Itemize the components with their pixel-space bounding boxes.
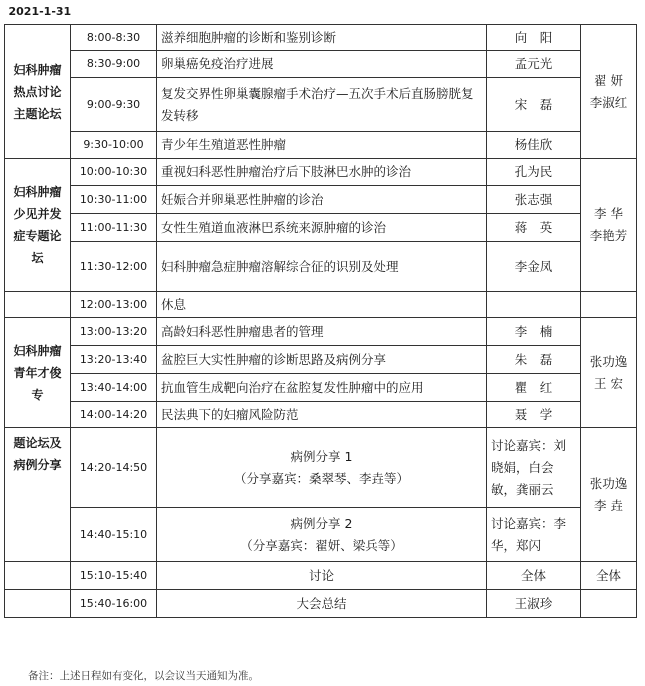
topic-cell: 高龄妇科恶性肿瘤患者的管理: [157, 318, 487, 346]
time-cell: 8:00-8:30: [71, 25, 157, 51]
schedule-date: 2021-1-31: [5, 0, 637, 25]
time-cell: 11:00-11:30: [71, 214, 157, 242]
footnote: 备注：上述日程如有变化，以会议当天通知为准。: [28, 670, 259, 682]
section-title: 妇科肿瘤少见并发症专题论坛: [5, 159, 71, 292]
empty-cell: [5, 562, 71, 590]
table-row: [5, 132, 637, 159]
table-row: [5, 428, 637, 508]
table-row: [5, 25, 637, 51]
case-topic-cell: [157, 508, 487, 562]
table-row: [5, 318, 637, 346]
time-cell: 10:30-11:00: [71, 186, 157, 214]
topic-cell: 休息: [157, 292, 487, 318]
table-row: [5, 562, 637, 590]
time-cell: 13:20-13:40: [71, 346, 157, 374]
chair-name: 翟 妍: [594, 72, 623, 88]
case-guests: （分享嘉宾：桑翠琴、李垚等）: [233, 470, 409, 486]
time-cell: 15:10-15:40: [71, 562, 157, 590]
time-cell: 9:00-9:30: [71, 78, 157, 132]
speaker-cell: 杨佳欣: [487, 132, 581, 159]
table-row: [5, 508, 637, 562]
case-title: 病例分享 1: [290, 448, 353, 464]
chair-cell: [581, 159, 637, 292]
topic-cell: 妇科肿瘤急症肿瘤溶解综合征的识别及处理: [157, 242, 487, 292]
table-row: [5, 374, 637, 402]
speaker-cell: 宋 磊: [487, 78, 581, 132]
chair-name: 李淑红: [589, 94, 628, 110]
chair-name: 李 华: [594, 206, 623, 221]
chair-name: 李 垚: [594, 497, 623, 513]
topic-cell: 大会总结: [157, 590, 487, 618]
time-cell: 11:30-12:00: [71, 242, 157, 292]
case-topic-cell: [157, 428, 487, 508]
time-cell: 13:00-13:20: [71, 318, 157, 346]
empty-cell: [5, 590, 71, 618]
chair-name: 王 宏: [594, 375, 623, 391]
time-cell: 12:00-13:00: [71, 292, 157, 318]
schedule-table: [4, 0, 637, 618]
speaker-cell: 朱 磊: [487, 346, 581, 374]
topic-cell: 青少年生殖道恶性肿瘤: [157, 132, 487, 159]
speaker-cell: 瞿 红: [487, 374, 581, 402]
table-row: [5, 159, 637, 186]
chair-cell: 全体: [581, 562, 637, 590]
chair-cell: [581, 428, 637, 562]
chair-cell: [581, 25, 637, 159]
section-title: 妇科肿瘤热点讨论主题论坛: [5, 25, 71, 159]
speaker-cell: 孟元光: [487, 51, 581, 78]
time-cell: 14:20-14:50: [71, 428, 157, 508]
chair-cell: [581, 318, 637, 428]
time-cell: 13:40-14:00: [71, 374, 157, 402]
empty-cell: [581, 590, 637, 618]
speaker-cell: 蒋 英: [487, 214, 581, 242]
topic-cell: 抗血管生成靶向治疗在盆腔复发性肿瘤中的应用: [157, 374, 487, 402]
speaker-cell: 全体: [487, 562, 581, 590]
table-row: [5, 402, 637, 428]
speaker-cell: 讨论嘉宾：刘晓娟，白会敏，龚丽云: [487, 428, 581, 508]
topic-cell: 重视妇科恶性肿瘤治疗后下肢淋巴水肿的诊治: [157, 159, 487, 186]
table-row: [5, 292, 637, 318]
topic-cell: 滋养细胞肿瘤的诊断和鉴别诊断: [157, 25, 487, 51]
table-row: [5, 51, 637, 78]
speaker-cell: 张志强: [487, 186, 581, 214]
empty-cell: [581, 292, 637, 318]
speaker-cell: 王淑珍: [487, 590, 581, 618]
time-cell: 9:30-10:00: [71, 132, 157, 159]
table-row: [5, 346, 637, 374]
case-guests: （分享嘉宾：翟妍、梁兵等）: [240, 537, 403, 553]
time-cell: 8:30-9:00: [71, 51, 157, 78]
speaker-cell: 讨论嘉宾：李华，郑闪: [487, 508, 581, 562]
chair-name: 张功逸: [589, 353, 628, 369]
topic-cell: 女性生殖道血液淋巴系统来源肿瘤的诊治: [157, 214, 487, 242]
speaker-cell: [487, 292, 581, 318]
topic-cell: 盆腔巨大实性肿瘤的诊断思路及病例分享: [157, 346, 487, 374]
topic-cell: 妊娠合并卵巢恶性肿瘤的诊治: [157, 186, 487, 214]
time-cell: 14:40-15:10: [71, 508, 157, 562]
topic-cell: 卵巢癌免疫治疗进展: [157, 51, 487, 78]
table-row: [5, 186, 637, 214]
empty-cell: [5, 292, 71, 318]
section-title: 妇科肿瘤青年才俊专: [5, 318, 71, 428]
table-row: [5, 214, 637, 242]
topic-cell: 民法典下的妇瘤风险防范: [157, 402, 487, 428]
date-row: [5, 0, 637, 25]
chair-name: 李艳芳: [589, 228, 628, 243]
speaker-cell: 聂 学: [487, 402, 581, 428]
time-cell: 15:40-16:00: [71, 590, 157, 618]
case-title: 病例分享 2: [290, 515, 353, 531]
chair-name: 张功逸: [589, 475, 628, 491]
topic-cell: 讨论: [157, 562, 487, 590]
table-row: [5, 78, 637, 132]
time-cell: 14:00-14:20: [71, 402, 157, 428]
topic-cell: 复发交界性卵巢囊腺瘤手术治疗—五次手术后直肠膀胱复发转移: [157, 78, 487, 132]
table-row: [5, 242, 637, 292]
speaker-cell: 李 楠: [487, 318, 581, 346]
section-title: 题论坛及病例分享: [5, 428, 71, 562]
speaker-cell: 李金凤: [487, 242, 581, 292]
time-cell: 10:00-10:30: [71, 159, 157, 186]
speaker-cell: 向 阳: [487, 25, 581, 51]
table-row: [5, 590, 637, 618]
speaker-cell: 孔为民: [487, 159, 581, 186]
